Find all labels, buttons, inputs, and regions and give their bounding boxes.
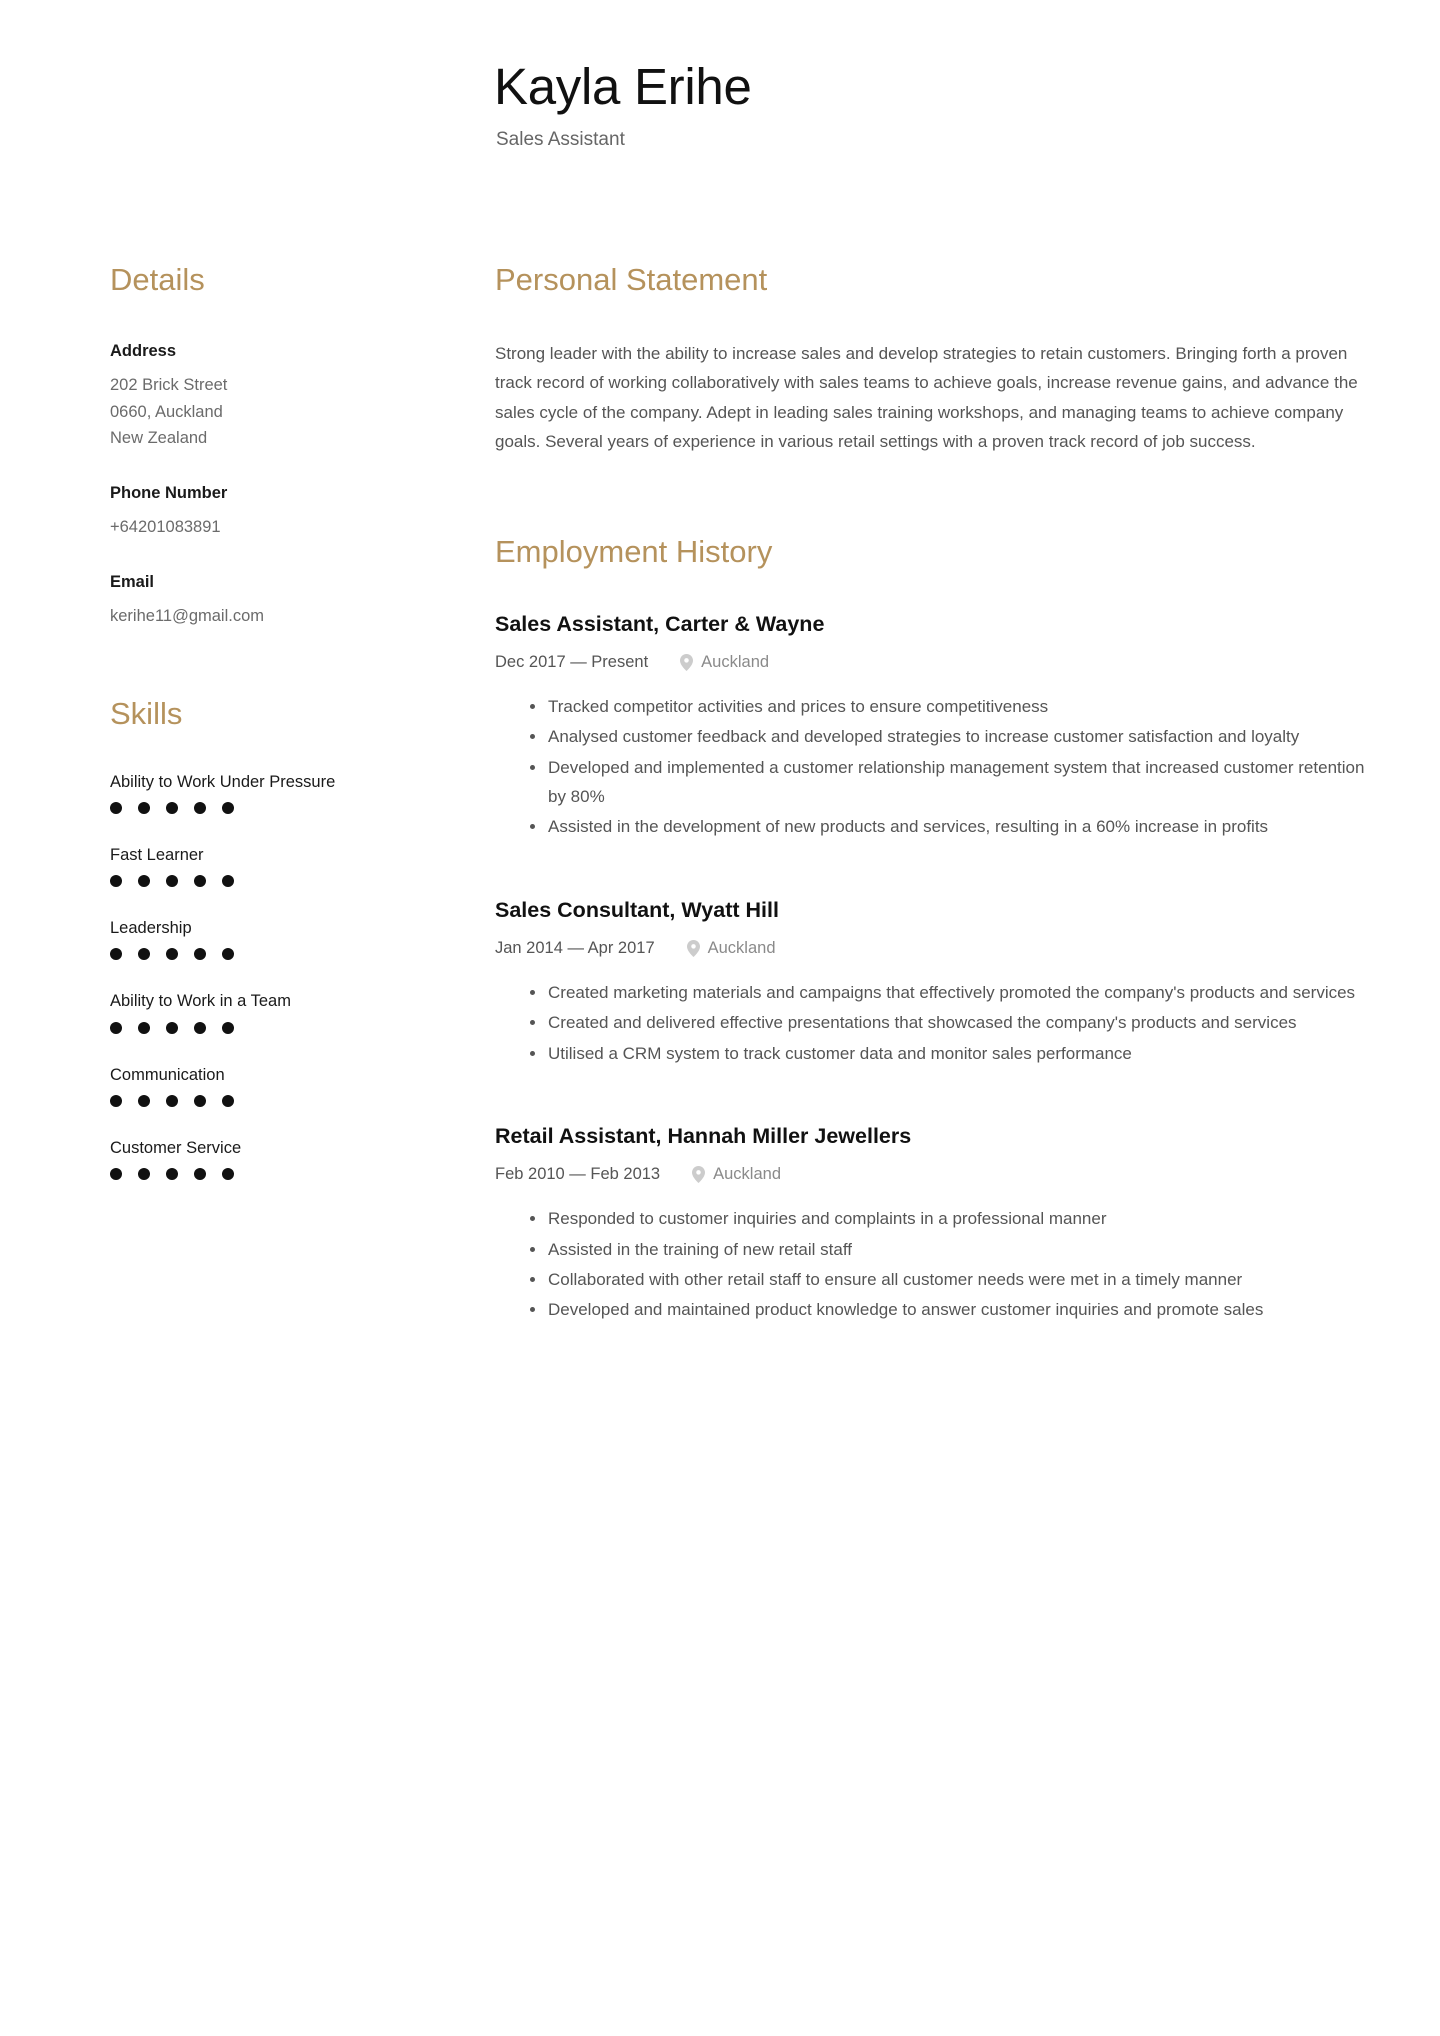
job-bullet: Responded to customer inquiries and complaints in a professional manner [548, 1204, 1380, 1233]
main-content [384, 261, 1380, 1326]
rating-dot-filled [110, 1022, 122, 1034]
rating-dot-filled [166, 802, 178, 814]
employment-history-section [495, 533, 1380, 1325]
address-line-1: 202 Brick Street [110, 375, 228, 394]
skill-item [110, 1064, 360, 1107]
job-bullet: Created and delivered effective presentations that showcased the company's products and services [548, 1008, 1380, 1037]
job-location [687, 939, 776, 958]
job-bullet: Tracked competitor activities and prices to ensure competitiveness [548, 692, 1380, 721]
job-dates: Jan 2014 — Apr 2017 [495, 938, 655, 957]
job-bullet: Collaborated with other retail staff to ensure all customer needs were met in a timely manner [548, 1265, 1380, 1294]
rating-dot-filled [222, 948, 234, 960]
job-meta [495, 653, 1380, 672]
personal-statement-text: Strong leader with the ability to increase sales and develop strategies to retain customers. Bringing forth a proven track record of working collaboratively with sales teams to achieve goals, increase revenue gains, and advance the sales cycle of the company. Adept in leading sales training workshops, and managing teams to achieve company goals. Several years of experience in various retail settings with a proven track record of job success. [495, 343, 1358, 452]
address-line-2: 0660, Auckland [110, 402, 223, 421]
resume-body [0, 261, 1440, 1326]
skill-rating-dots [110, 1168, 360, 1180]
rating-dot-filled [194, 948, 206, 960]
job-dates: Dec 2017 — Present [495, 652, 649, 671]
rating-dot-filled [138, 1168, 150, 1180]
skill-rating-dots [110, 948, 360, 960]
job-bullet-list [495, 978, 1380, 1068]
rating-dot-filled [138, 1095, 150, 1107]
job-bullet: Utilised a CRM system to track customer data and monitor sales performance [548, 1039, 1380, 1068]
job-bullet-list [495, 1204, 1380, 1325]
job-meta [495, 1165, 1380, 1184]
job-location [680, 653, 769, 672]
skill-item [110, 990, 360, 1033]
job-bullet: Assisted in the training of new retail staff [548, 1235, 1380, 1264]
rating-dot-filled [194, 1095, 206, 1107]
email-value: kerihe11@gmail.com [110, 606, 265, 625]
skill-name: Ability to Work Under Pressure [110, 772, 336, 791]
skill-name: Ability to Work in a Team [110, 992, 291, 1011]
rating-dot-filled [166, 1022, 178, 1034]
skill-item [110, 1137, 360, 1180]
skill-rating-dots [110, 875, 360, 887]
skills-section [110, 695, 360, 1180]
job-title: Retail Assistant, Hannah Miller Jewellers [495, 1124, 912, 1149]
job-location-label: Auckland [707, 938, 776, 957]
skill-name: Leadership [110, 919, 192, 938]
skill-rating-dots [110, 1022, 360, 1034]
skill-item [110, 844, 360, 887]
skills-list [110, 771, 360, 1181]
rating-dot-filled [110, 802, 122, 814]
job-dates: Feb 2010 — Feb 2013 [495, 1165, 661, 1184]
rating-dot-filled [222, 1168, 234, 1180]
job-entry [495, 896, 1380, 1068]
skill-item [110, 917, 360, 960]
rating-dot-filled [166, 1095, 178, 1107]
candidate-name: Kayla Erihe [494, 58, 752, 115]
sidebar [110, 261, 384, 1180]
map-pin-icon [692, 1166, 705, 1183]
job-bullet-list [495, 692, 1380, 842]
rating-dot-filled [194, 1022, 206, 1034]
details-section-title: Details [110, 261, 205, 297]
job-location-label: Auckland [713, 1165, 782, 1184]
candidate-job-title: Sales Assistant [496, 129, 625, 151]
detail-group-address [110, 340, 360, 452]
job-title: Sales Consultant, Wyatt Hill [495, 897, 779, 922]
job-bullet: Assisted in the development of new products and services, resulting in a 60% increase in profits [548, 812, 1380, 841]
employment-history-title: Employment History [495, 533, 773, 569]
job-location [692, 1165, 781, 1184]
address-label: Address [110, 341, 177, 360]
rating-dot-filled [194, 875, 206, 887]
skill-name: Customer Service [110, 1138, 242, 1157]
rating-dot-filled [166, 1168, 178, 1180]
rating-dot-filled [138, 875, 150, 887]
personal-statement-section [495, 261, 1380, 457]
resume-header [0, 0, 1440, 153]
job-bullet: Developed and maintained product knowledge to answer customer inquiries and promote sales [548, 1295, 1380, 1324]
job-title: Sales Assistant, Carter & Wayne [495, 611, 825, 636]
map-pin-icon [680, 654, 693, 671]
rating-dot-filled [166, 875, 178, 887]
job-location-label: Auckland [701, 652, 770, 671]
rating-dot-filled [166, 948, 178, 960]
phone-label: Phone Number [110, 484, 228, 503]
rating-dot-filled [110, 1168, 122, 1180]
detail-group-phone [110, 482, 360, 541]
rating-dot-filled [138, 948, 150, 960]
job-entry [495, 1122, 1380, 1325]
rating-dot-filled [194, 1168, 206, 1180]
job-meta [495, 939, 1380, 958]
skill-rating-dots [110, 1095, 360, 1107]
personal-statement-title: Personal Statement [495, 261, 768, 297]
skill-name: Fast Learner [110, 845, 204, 864]
detail-group-email [110, 571, 360, 630]
job-bullet: Developed and implemented a customer relationship management system that increased customer retention by 80% [548, 753, 1380, 812]
rating-dot-filled [222, 1095, 234, 1107]
rating-dot-filled [110, 1095, 122, 1107]
job-entry [495, 610, 1380, 842]
rating-dot-filled [222, 802, 234, 814]
skill-name: Communication [110, 1065, 225, 1084]
skill-rating-dots [110, 802, 360, 814]
map-pin-icon [687, 940, 700, 957]
rating-dot-filled [138, 1022, 150, 1034]
rating-dot-filled [222, 875, 234, 887]
job-bullet: Created marketing materials and campaigns that effectively promoted the company's products and services [548, 978, 1380, 1007]
phone-value: +64201083891 [110, 517, 221, 536]
rating-dot-filled [138, 802, 150, 814]
rating-dot-filled [194, 802, 206, 814]
skill-item [110, 771, 360, 814]
rating-dot-filled [222, 1022, 234, 1034]
email-label: Email [110, 572, 155, 591]
skills-section-title: Skills [110, 696, 183, 732]
job-bullet: Analysed customer feedback and developed strategies to increase customer satisfaction and loyalty [548, 722, 1380, 751]
jobs-list [495, 610, 1380, 1325]
rating-dot-filled [110, 875, 122, 887]
rating-dot-filled [110, 948, 122, 960]
address-line-3: New Zealand [110, 429, 208, 448]
